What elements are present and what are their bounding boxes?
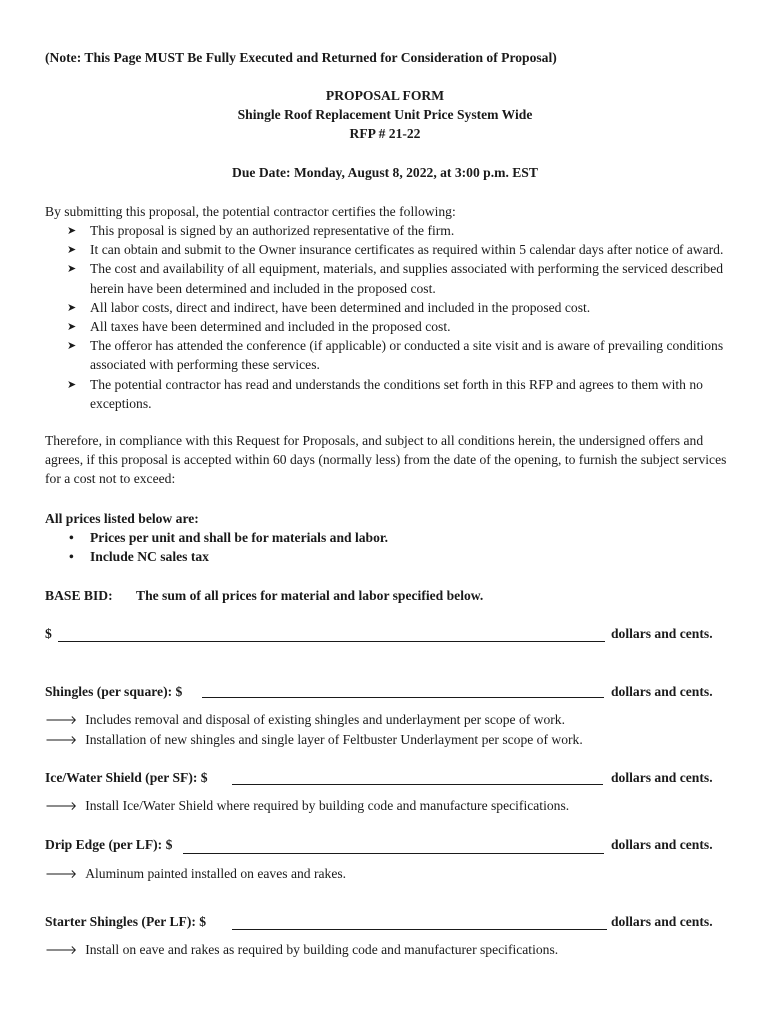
note-line: 🡒 Install Ice/Water Shield where required by building code and manufacture specifications. — [45, 798, 570, 813]
price-rules-list — [45, 528, 388, 566]
form-title: PROPOSAL FORM — [325, 88, 445, 103]
list-item: ➤ The potential contractor has read and understands the conditions set forth in this RFP and agrees to them with no exceptions. — [67, 376, 703, 411]
arrowhead-bullet-icon: ➤ — [67, 262, 77, 276]
due-date: Due Date: Monday, August 8, 2022, at 3:00 p.m. EST — [232, 165, 538, 180]
base-bid-text: The sum of all prices for material and labor specified below. — [136, 588, 484, 603]
note-line: 🡒 Install on eave and rakes as required by building code and manufacturer specifications. — [45, 942, 559, 957]
dollars-and-cents-label: dollars and cents. — [611, 684, 713, 699]
starter-shingles-amount-field[interactable] — [232, 929, 607, 930]
drip-edge-amount-field[interactable] — [183, 853, 604, 854]
round-bullet-icon: • — [69, 549, 74, 565]
drip-edge-label: Drip Edge (per LF): $ — [45, 837, 173, 852]
list-item: ➤ All taxes have been determined and included in the proposed cost. — [45, 317, 725, 336]
base-bid-label: BASE BID: — [45, 588, 113, 603]
certification-list — [45, 221, 725, 413]
right-arrow-icon: 🡒 — [45, 733, 78, 747]
shingles-amount-field[interactable] — [202, 697, 604, 698]
prices-heading: All prices listed below are: — [45, 511, 199, 526]
arrowhead-bullet-icon: ➤ — [67, 320, 77, 334]
list-item: ➤ It can obtain and submit to the Owner insurance certificates as required within 5 calendar days after notice of award. — [45, 240, 725, 259]
right-arrow-icon: 🡒 — [45, 799, 78, 813]
list-item: ➤ The cost and availability of all equipment, materials, and supplies associated with performing the serviced described herein have been determined and included in the proposed cost. — [67, 261, 724, 296]
arrowhead-bullet-icon: ➤ — [67, 224, 77, 237]
dollars-and-cents-label: dollars and cents. — [611, 626, 713, 641]
ice-water-shield-amount-field[interactable] — [232, 784, 603, 785]
compliance-paragraph: Therefore, in compliance with this Request for Proposals, and subject to all conditions herein, the undersigned offers and agrees, if this proposal is accepted within 60 days (normally less) from the date of the opening, to furnish the subject services for a cost not to exceed: — [45, 433, 727, 487]
rfp-number: RFP # 21-22 — [349, 126, 421, 141]
note-line: 🡒 Installation of new shingles and single layer of Feltbuster Underlayment per scope of work. — [45, 732, 583, 747]
right-arrow-icon: 🡒 — [45, 713, 78, 727]
list-item: ➤ This proposal is signed by an authorized representative of the firm. — [45, 221, 725, 240]
arrowhead-bullet-icon: ➤ — [67, 300, 77, 314]
form-subtitle: Shingle Roof Replacement Unit Price System Wide — [237, 107, 533, 122]
arrowhead-bullet-icon: ➤ — [67, 243, 77, 257]
right-arrow-icon: 🡒 — [45, 867, 78, 881]
right-arrow-icon: 🡒 — [45, 943, 78, 957]
header-note: (Note: This Page MUST Be Fully Executed and Returned for Consideration of Proposal) — [45, 50, 557, 65]
dollars-and-cents-label: dollars and cents. — [611, 770, 713, 785]
note-line: 🡒 Includes removal and disposal of existing shingles and underlayment per scope of work. — [45, 712, 566, 727]
arrowhead-bullet-icon: ➤ — [67, 339, 77, 353]
dollars-and-cents-label: dollars and cents. — [611, 914, 713, 929]
list-item: ➤ All labor costs, direct and indirect, have been determined and included in the proposed cost. — [45, 298, 725, 317]
list-item: ➤ The offeror has attended the conference (if applicable) or conducted a site visit and is aware of prevailing conditions associated with performing these services. — [67, 338, 724, 373]
intro-text: By submitting this proposal, the potential contractor certifies the following: — [45, 204, 456, 219]
list-item: • Include NC sales tax — [45, 547, 388, 566]
ice-water-shield-label: Ice/Water Shield (per SF): $ — [45, 770, 208, 785]
dollars-and-cents-label: dollars and cents. — [611, 837, 713, 852]
arrowhead-bullet-icon: ➤ — [67, 377, 77, 391]
base-bid-amount-field[interactable] — [58, 641, 605, 642]
shingles-label: Shingles (per square): $ — [45, 684, 183, 699]
starter-shingles-label: Starter Shingles (Per LF): $ — [45, 914, 207, 929]
dollar-sign: $ — [45, 626, 52, 641]
note-line: 🡒 Aluminum painted installed on eaves and rakes. — [45, 866, 347, 881]
round-bullet-icon: • — [69, 530, 74, 545]
list-item: • Prices per unit and shall be for materials and labor. — [45, 528, 388, 547]
